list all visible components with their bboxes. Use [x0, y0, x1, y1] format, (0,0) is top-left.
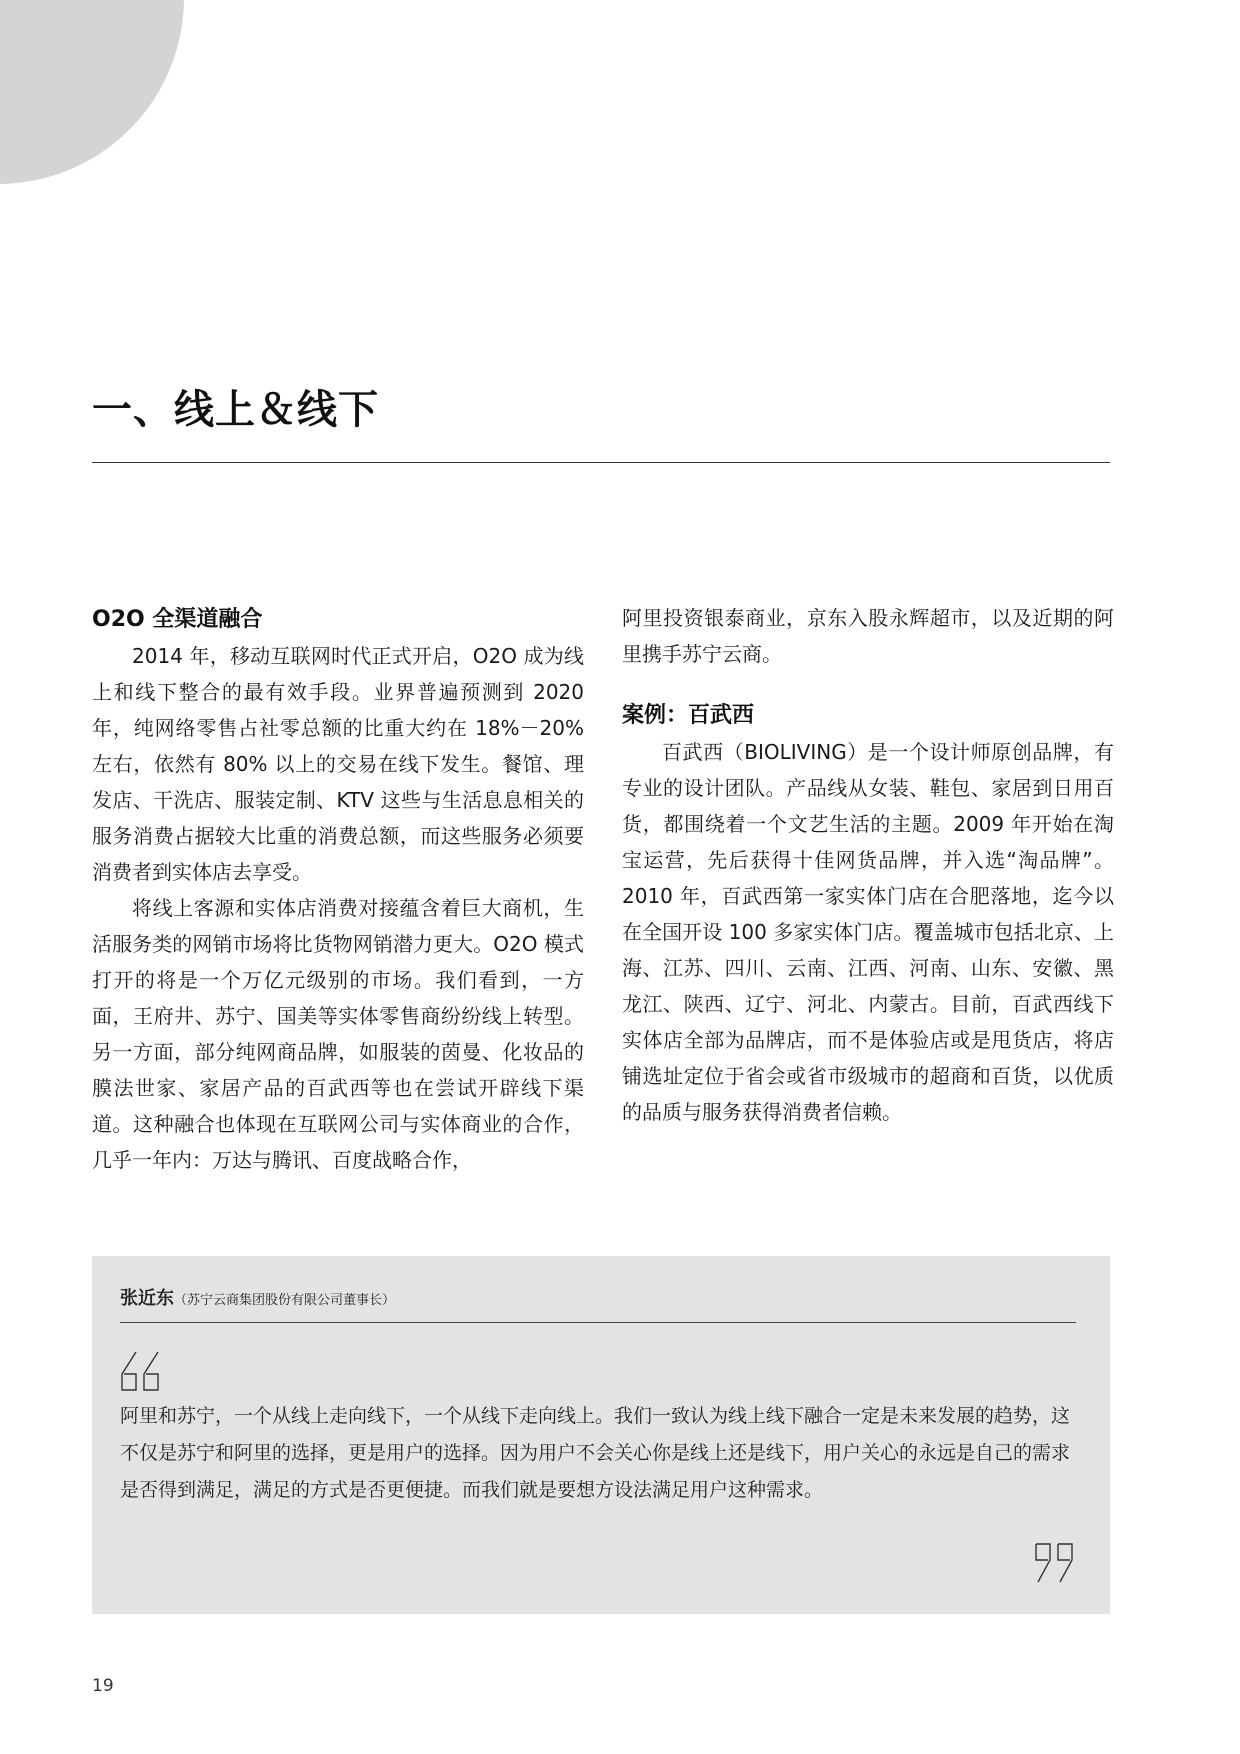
quote-divider: [120, 1322, 1076, 1323]
title-divider: [92, 462, 1110, 463]
speaker-line: [120, 1284, 395, 1310]
o2o-heading: O2O 全渠道融合: [92, 607, 263, 632]
page-number: 19: [92, 1676, 114, 1696]
open-quote-icon: [118, 1350, 162, 1394]
speaker-role: （苏宁云商集团股份有限公司董事长）: [174, 1293, 396, 1308]
case-heading: 案例：百武西: [622, 703, 755, 728]
right-column: [622, 600, 1114, 1130]
quote-box: [92, 1256, 1110, 1614]
left-column: [92, 602, 584, 1178]
left-paragraph-1: 2014 年，移动互联网时代正式开启，O2O 成为线上和线下整合的最有效手段。业界普遍预测到 2020 年，纯网络零售占社零总额的比重大约在 18%－20% 左右，依然有 80% 以上的交易在线下发生。餐馆、理发店、干洗店、服装定制、KTV 这些与生活息息相关的服务消费占据较大比重的消费总额，而这些服务必须要消费者到实体店去享受。: [92, 644, 584, 884]
quote-text: 阿里和苏宁，一个从线上走向线下，一个从线下走向线上。我们一致认为线上线下融合一定是未来发展的趋势，这不仅是苏宁和阿里的选择，更是用户的选择。因为用户不会关心你是线上还是线下，用户关心的永远是自己的需求是否得到满足，满足的方式是否更便捷。而我们就是要想方设法满足用户这种需求。: [120, 1405, 1071, 1501]
section-title: 一、线上＆线下: [92, 387, 379, 433]
close-quote-icon: [1032, 1542, 1076, 1586]
left-paragraph-2: 将线上客源和实体店消费对接蕴含着巨大商机，生活服务类的网销市场将比货物网销潜力更大。O2O 模式打开的将是一个万亿元级别的市场。我们看到，一方面，王府井、苏宁、国美等实体零售商纷纷线上转型。另一方面，部分纯网商品牌，如服装的茵曼、化妆品的膜法世家、家居产品的百武西等也在尝试开辟线下渠道。这种融合也体现在互联网公司与实体商业的合作，几乎一年内：万达与腾讯、百度战略合作，: [92, 896, 584, 1172]
speaker-name: 张近东: [120, 1288, 174, 1309]
right-continuation: 阿里投资银泰商业，京东入股永辉超市，以及近期的阿里携手苏宁云商。: [622, 606, 1114, 666]
case-paragraph: 百武西（BIOLIVING）是一个设计师原创品牌，有专业的设计团队。产品线从女装、鞋包、家居到日用百货，都围绕着一个文艺生活的主题。2009 年开始在淘宝运营，先后获得十佳网货品牌，并入选“淘品牌”。2010 年，百武西第一家实体门店在合肥落地，迄今以在全国开设 100 多家实体门店。覆盖城市包括北京、上海、江苏、四川、云南、江西、河南、山东、安徽、黑龙江、陕西、辽宁、河北、内蒙古。目前，百武西线下实体店全部为品牌店，而不是体验店或是甩货店，将店铺选址定位于省会或省市级城市的超商和百货，以优质的品质与服务获得消费者信赖。: [622, 740, 1114, 1124]
corner-decoration: [0, 0, 184, 184]
